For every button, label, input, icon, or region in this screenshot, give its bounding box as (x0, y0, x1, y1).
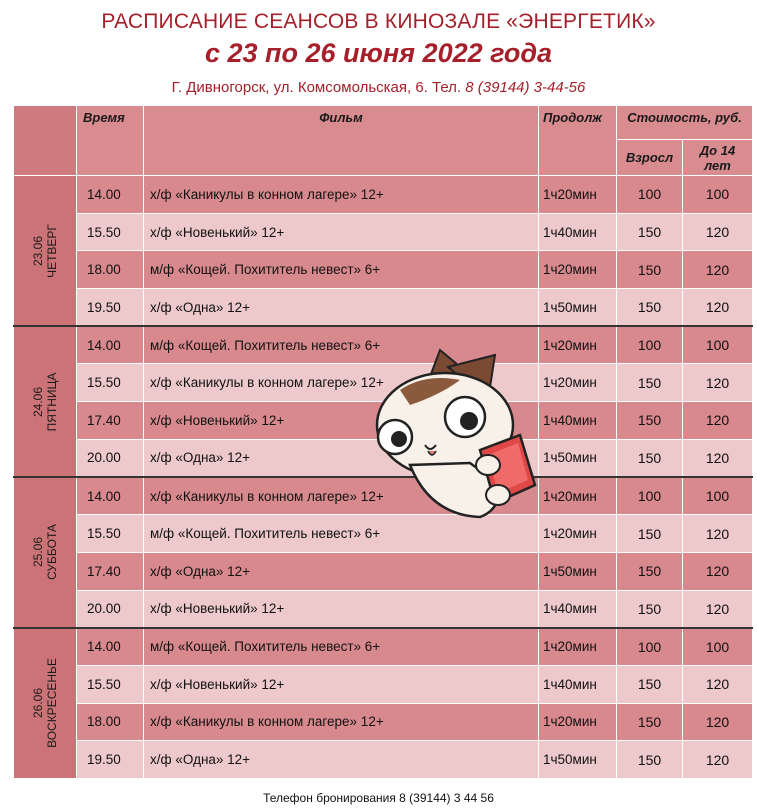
price-child: 120 (683, 364, 753, 402)
session-duration: 1ч20мин (539, 628, 617, 666)
session-duration: 1ч20мин (539, 703, 617, 741)
price-child: 120 (683, 552, 753, 590)
price-adult: 150 (617, 289, 683, 327)
price-adult: 150 (617, 703, 683, 741)
col-header-child-line2: лет (704, 157, 731, 173)
col-header-child-line1: До 14 (699, 142, 736, 158)
price-adult: 150 (617, 552, 683, 590)
booking-phone: Телефон бронирования 8 (39144) 3 44 56 (263, 791, 494, 805)
day-label (31, 658, 59, 748)
session-film: х/ф «Каникулы в конном лагере» 12+ (144, 477, 539, 515)
session-time: 19.50 (77, 289, 144, 327)
session-time: 15.50 (77, 213, 144, 251)
price-adult: 100 (617, 628, 683, 666)
phone-number: 8 (39144) 3-44-56 (465, 79, 586, 96)
session-film: м/ф «Кощей. Похититель невест» 6+ (144, 628, 539, 666)
col-header-adult: Взросл (617, 140, 683, 176)
day-weekday: СУББОТА (45, 524, 59, 581)
col-header-time: Время (77, 106, 144, 176)
address-line (0, 79, 757, 96)
price-child: 120 (683, 590, 753, 628)
table-row (14, 213, 753, 251)
price-adult: 150 (617, 364, 683, 402)
session-duration: 1ч50мин (539, 439, 617, 477)
day-weekday: ЧЕТВЕРГ (45, 223, 59, 278)
day-date: 25.06 (31, 537, 45, 568)
session-time: 18.00 (77, 251, 144, 289)
day-label (31, 524, 59, 580)
day-cell (14, 176, 77, 327)
price-child: 120 (683, 703, 753, 741)
price-adult: 150 (617, 515, 683, 553)
session-film: м/ф «Кощей. Похититель невест» 6+ (144, 326, 539, 364)
col-header-duration: Продолж (539, 106, 617, 176)
day-cell (14, 326, 77, 477)
session-film: х/ф «Каникулы в конном лагере» 12+ (144, 176, 539, 214)
session-time: 19.50 (77, 741, 144, 779)
price-child: 120 (683, 665, 753, 703)
session-time: 14.00 (77, 628, 144, 666)
price-adult: 150 (617, 251, 683, 289)
table-row (14, 665, 753, 703)
session-duration: 1ч50мин (539, 741, 617, 779)
day-cell (14, 477, 77, 628)
session-time: 14.00 (77, 477, 144, 515)
table-row (14, 741, 753, 779)
session-film: х/ф «Одна» 12+ (144, 439, 539, 477)
col-header-cost: Стоимость, руб. (617, 106, 753, 140)
header-corner (14, 106, 77, 176)
table-row (14, 703, 753, 741)
session-time: 15.50 (77, 665, 144, 703)
session-time: 17.40 (77, 402, 144, 440)
table-row (14, 628, 753, 666)
price-adult: 100 (617, 176, 683, 214)
table-row (14, 289, 753, 327)
session-film: м/ф «Кощей. Похититель невест» 6+ (144, 515, 539, 553)
session-film: х/ф «Одна» 12+ (144, 741, 539, 779)
session-film: х/ф «Одна» 12+ (144, 289, 539, 327)
header-row (14, 106, 753, 140)
day-weekday: ВОСКРЕСЕНЬЕ (45, 658, 59, 749)
price-child: 120 (683, 213, 753, 251)
session-duration: 1ч40мин (539, 590, 617, 628)
session-duration: 1ч40мин (539, 665, 617, 703)
price-adult: 150 (617, 590, 683, 628)
price-child: 120 (683, 741, 753, 779)
price-adult: 100 (617, 326, 683, 364)
session-time: 15.50 (77, 515, 144, 553)
session-film: х/ф «Одна» 12+ (144, 552, 539, 590)
day-label (31, 372, 59, 431)
session-film: х/ф «Новенький» 12+ (144, 665, 539, 703)
session-duration: 1ч20мин (539, 515, 617, 553)
session-duration: 1ч20мин (539, 326, 617, 364)
session-duration: 1ч20мин (539, 176, 617, 214)
session-time: 20.00 (77, 590, 144, 628)
session-duration: 1ч40мин (539, 402, 617, 440)
table-row (14, 590, 753, 628)
day-cell (14, 628, 77, 779)
session-film: х/ф «Новенький» 12+ (144, 213, 539, 251)
session-time: 18.00 (77, 703, 144, 741)
table-row (14, 552, 753, 590)
session-time: 20.00 (77, 439, 144, 477)
session-duration: 1ч50мин (539, 552, 617, 590)
session-film: х/ф «Новенький» 12+ (144, 402, 539, 440)
price-child: 100 (683, 176, 753, 214)
session-time: 14.00 (77, 326, 144, 364)
table-row (14, 251, 753, 289)
col-header-film: Фильм (144, 106, 539, 176)
cat-reading-book-icon (370, 345, 540, 525)
page-title: РАСПИСАНИЕ СЕАНСОВ В КИНОЗАЛЕ «ЭНЕРГЕТИК» (101, 10, 656, 33)
price-child: 120 (683, 439, 753, 477)
date-range: с 23 по 26 июня 2022 года (204, 38, 553, 68)
price-adult: 150 (617, 665, 683, 703)
session-time: 15.50 (77, 364, 144, 402)
day-weekday: ПЯТНИЦА (45, 372, 59, 432)
price-child: 100 (683, 326, 753, 364)
session-film: х/ф «Каникулы в конном лагере» 12+ (144, 364, 539, 402)
session-duration: 1ч20мин (539, 364, 617, 402)
price-adult: 150 (617, 439, 683, 477)
price-child: 100 (683, 628, 753, 666)
day-date: 23.06 (31, 235, 45, 266)
price-adult: 100 (617, 477, 683, 515)
session-film: х/ф «Новенький» 12+ (144, 590, 539, 628)
day-date: 24.06 (31, 386, 45, 417)
table-row (14, 176, 753, 214)
price-adult: 150 (617, 741, 683, 779)
day-date: 26.06 (31, 688, 45, 719)
price-child: 120 (683, 251, 753, 289)
day-label (31, 224, 59, 278)
session-duration: 1ч20мин (539, 477, 617, 515)
session-duration: 1ч20мин (539, 251, 617, 289)
session-time: 14.00 (77, 176, 144, 214)
price-child: 120 (683, 515, 753, 553)
price-child: 100 (683, 477, 753, 515)
col-header-child (683, 140, 753, 176)
price-adult: 150 (617, 402, 683, 440)
price-child: 120 (683, 402, 753, 440)
price-adult: 150 (617, 213, 683, 251)
session-time: 17.40 (77, 552, 144, 590)
session-film: м/ф «Кощей. Похититель невест» 6+ (144, 251, 539, 289)
session-duration: 1ч40мин (539, 213, 617, 251)
price-child: 120 (683, 289, 753, 327)
address-text: Г. Дивногорск, ул. Комсомольская, 6. Тел. (171, 79, 462, 96)
session-duration: 1ч50мин (539, 289, 617, 327)
session-film: х/ф «Каникулы в конном лагере» 12+ (144, 703, 539, 741)
